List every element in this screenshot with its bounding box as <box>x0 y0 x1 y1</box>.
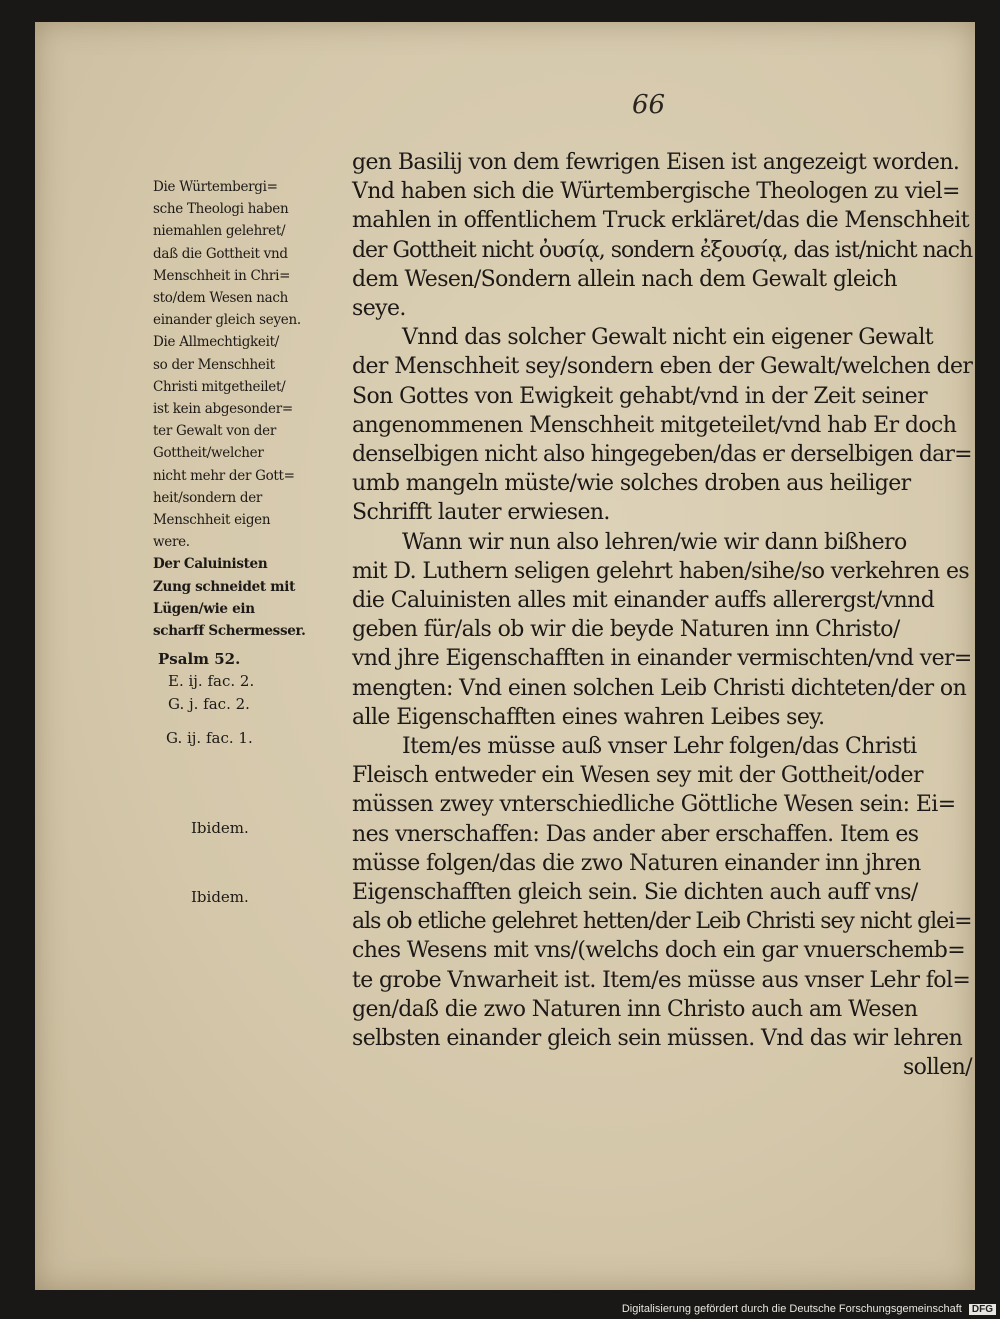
text-line: Vnnd das solcher Gewalt nicht ein eigener Gewalt <box>402 325 934 351</box>
text-line: denselbigen nicht also hingegeben/das er derselbigen dar= <box>352 442 972 468</box>
text-line: Son Gottes von Ewigkeit gehabt/vnd in der Zeit seiner <box>352 383 927 409</box>
margin-note-line: Menschheit eigen <box>153 512 271 529</box>
text-line: gen Basilij von dem fewrigen Eisen ist angezeigt worden. <box>352 150 960 175</box>
text-line: mahlen in offentlichem Truck erkläret/das die Menschheit <box>352 208 969 234</box>
text-line: te grobe Vnwarheit ist. Item/es müsse aus vnser Lehr fol= <box>352 967 971 993</box>
ref-g-ij: G. ij. fac. 1. <box>166 729 253 747</box>
text-line: Wann wir nun also lehren/wie wir dann bißhero <box>402 529 907 555</box>
text-line: Vnd haben sich die Würtembergische Theologen zu viel= <box>352 179 960 205</box>
text-line: als ob etliche gelehret hetten/der Leib Christi sey nicht glei= <box>352 909 972 935</box>
margin-note-line: heit/sondern der <box>153 489 263 506</box>
text-line: der Menschheit sey/sondern eben der Gewalt/welchen der <box>352 354 973 380</box>
text-line: angenommenen Menschheit mitgeteilet/vnd hab Er doch <box>352 412 957 438</box>
ref-ibidem-2: Ibidem. <box>191 888 249 906</box>
ref-psalm: Psalm 52. <box>158 650 241 668</box>
margin-note-line: Zung schneidet mit <box>153 578 296 595</box>
text-line: nes vnerschaffen: Das ander aber erschaffen. Item es <box>352 821 919 847</box>
margin-note-line: Christi mitgetheilet/ <box>153 378 286 395</box>
margin-note-line: Die Würtembergi= <box>153 179 278 195</box>
margin-note-line: nicht mehr der Gott= <box>153 467 295 484</box>
text-line: seye. <box>352 296 406 322</box>
margin-note-line: scharff Schermesser. <box>153 623 306 640</box>
digitization-footer <box>622 1303 996 1315</box>
text-line: Schrifft lauter erwiesen. <box>352 500 610 526</box>
text-line: der Gottheit nicht ὀυσίᾳ, sondern ἐξουσίᾳ, das ist/nicht nach <box>352 237 973 263</box>
text-line: mengten: Vnd einen solchen Leib Christi dichteten/der on <box>352 675 967 701</box>
margin-note-line: Menschheit in Chri= <box>153 267 291 284</box>
text-line: vnd jhre Eigenschafften in einander vermischten/vnd ver= <box>352 646 972 672</box>
ref-e-ij: E. ij. fac. 2. <box>168 672 255 690</box>
margin-note-line: sche Theologi haben <box>153 201 289 218</box>
text-line: umb mangeln müste/wie solches droben aus heiliger <box>352 471 911 497</box>
margin-note-line: sto/dem Wesen nach <box>153 290 289 307</box>
text-line: alle Eigenschafften eines wahren Leibes sey. <box>352 704 825 730</box>
margin-note-line: einander gleich seyen. <box>153 312 301 329</box>
book-page <box>35 22 975 1290</box>
margin-note-line: ist kein abgesonder= <box>153 401 293 418</box>
ref-g-j: G. j. fac. 2. <box>168 695 250 713</box>
text-line: müssen zwey vnterschiedliche Göttliche Wesen sein: Ei= <box>352 792 956 818</box>
margin-note-line: ter Gewalt von der <box>153 423 276 440</box>
margin-note-line: so der Menschheit <box>153 356 275 373</box>
margin-note-line: daß die Gottheit vnd <box>153 245 288 262</box>
margin-note-line: niemahlen gelehret/ <box>153 223 286 240</box>
text-line: Fleisch entweder ein Wesen sey mit der Gottheit/oder <box>352 763 923 789</box>
text-line: gen/daß die zwo Naturen inn Christo auch am Wesen <box>352 996 918 1022</box>
text-line: dem Wesen/Sondern allein nach dem Gewalt gleich <box>352 266 897 292</box>
dfg-logo: DFG <box>969 1304 996 1315</box>
margin-note-line: Lügen/wie ein <box>153 600 255 617</box>
text-line: selbsten einander gleich sein müssen. Vnd das wir lehren <box>352 1026 963 1052</box>
footer-text: Digitalisierung gefördert durch die Deutsche Forschungsgemeinschaft <box>621 1303 962 1315</box>
text-line: Eigenschafften gleich sein. Sie dichten auch auff vns/ <box>352 880 918 906</box>
text-line: geben für/als ob wir die beyde Naturen inn Christo/ <box>352 617 900 643</box>
text-line: müsse folgen/das die zwo Naturen einander inn jhren <box>352 850 921 876</box>
text-line: mit D. Luthern seligen gelehrt haben/sihe/so verkehren es <box>352 558 970 584</box>
ref-ibidem-1: Ibidem. <box>191 819 249 837</box>
margin-note-line: Die Allmechtigkeit/ <box>153 334 279 351</box>
margin-notes <box>153 176 343 642</box>
text-line: sollen/ <box>902 1055 972 1081</box>
margin-note-line: Der Caluinisten <box>153 556 268 573</box>
margin-note-line: Gottheit/welcher <box>153 445 264 462</box>
text-line: die Caluinisten alles mit einander auffs allerergst/vnnd <box>352 588 935 614</box>
page-number: 66 <box>632 90 666 120</box>
main-text-block <box>352 148 972 1083</box>
text-line: Item/es müsse auß vnser Lehr folgen/das Christi <box>402 734 917 760</box>
margin-note-line: were. <box>153 534 190 551</box>
text-line: ches Wesens mit vns/(welchs doch ein gar vnuerschemb= <box>352 938 966 964</box>
